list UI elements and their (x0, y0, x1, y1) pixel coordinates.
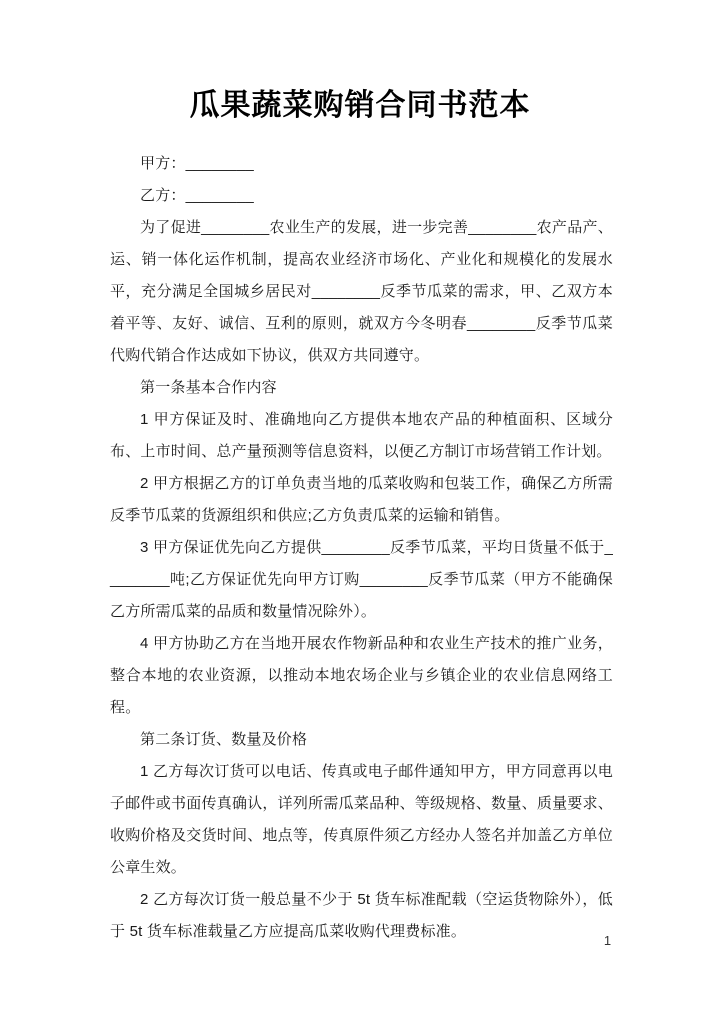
section-heading-1: 第一条基本合作内容 (140, 379, 277, 396)
document-body (110, 148, 613, 948)
section-heading-2: 第二条订货、数量及价格 (140, 731, 308, 748)
section-2-item-2: 2 乙方每次订货一般总量不少于 5t 货车标准配载（空运货物除外），低于 5t 货车标准载量乙方应提高瓜菜收购代理费标准。 (110, 891, 613, 940)
section-1-item-1: 1 甲方保证及时、准确地向乙方提供本地农产品的种植面积、区域分布、上市时间、总产量预测等信息资料，以便乙方制订市场营销工作计划。 (110, 411, 613, 460)
page-number: 1 (603, 933, 612, 948)
page-title: 瓜果蔬菜购销合同书范本 (189, 89, 531, 122)
section-1-item-3: 3 甲方保证优先向乙方提供________反季节瓜菜，平均日货量不低于________吨;乙方保证优先向甲方订购________反季节瓜菜（甲方不能确保乙方所需瓜菜的品质和数量情况除外）。 (110, 539, 613, 620)
section-1-item-4: 4 甲方协助乙方在当地开展农作物新品种和农业生产技术的推广业务，整合本地的农业资源，以推动本地农场企业与乡镇企业的农业信息网络工程。 (110, 635, 613, 716)
party-b-line: 乙方：________ (140, 187, 254, 204)
section-2-item-1: 1 乙方每次订货可以电话、传真或电子邮件通知甲方，甲方同意再以电子邮件或书面传真确认，详列所需瓜菜品种、等级规格、数量、质量要求、收购价格及交货时间、地点等，传真原件须乙方经办人签名并加盖乙方单位公章生效。 (110, 763, 613, 876)
party-a-line: 甲方：________ (140, 155, 254, 172)
section-1-item-2: 2 甲方根据乙方的订单负责当地的瓜菜收购和包装工作，确保乙方所需反季节瓜菜的货源组织和供应;乙方负责瓜菜的运输和销售。 (110, 475, 613, 524)
preamble-paragraph: 为了促进________农业生产的发展，进一步完善________农产品产、运、销一体化运作机制，提高农业经济市场化、产业化和规模化的发展水平，充分满足全国城乡居民对________反季节瓜菜的需求，甲、乙双方本着平等、友好、诚信、互利的原则，就双方今冬明春________反季节瓜菜代购代销合作达成如下协议，供双方共同遵守。 (110, 219, 613, 364)
